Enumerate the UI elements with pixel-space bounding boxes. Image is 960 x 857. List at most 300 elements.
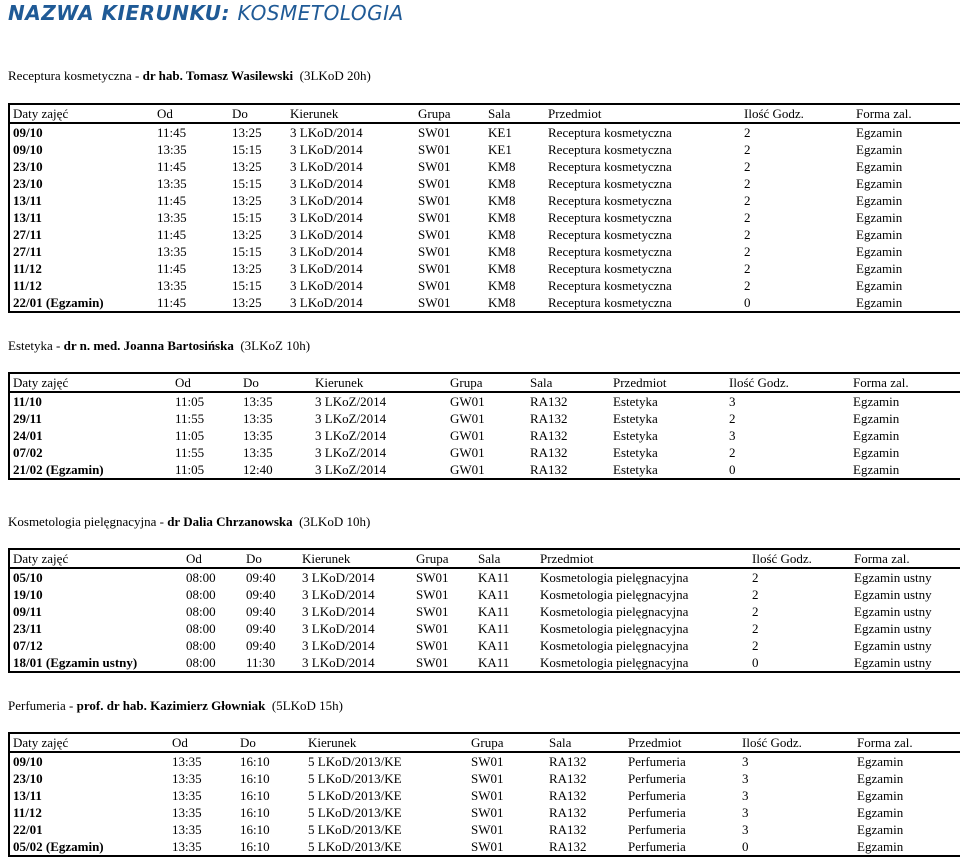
cell-hours: 2 <box>729 410 736 426</box>
cell-to: 13:25 <box>232 158 262 174</box>
cell-room: KM8 <box>488 175 516 191</box>
column-header-subject: Przedmiot <box>625 733 739 752</box>
cell-hours: 2 <box>744 158 751 174</box>
cell-from: 11:45 <box>157 124 187 140</box>
cell-to: 13:25 <box>232 294 262 310</box>
cell-room: KA11 <box>478 637 510 653</box>
cell-subject: Kosmetologia pielęgnacyjna <box>540 620 689 636</box>
cell-group: SW01 <box>418 192 451 208</box>
cell-program: 3 LKoD/2014 <box>302 620 375 636</box>
cell-assessment: Egzamin <box>856 124 903 140</box>
cell-subject: Receptura kosmetyczna <box>548 226 672 242</box>
column-header-hours: Ilość Godz. <box>739 733 854 752</box>
cell-subject: Kosmetologia pielęgnacyjna <box>540 586 689 602</box>
table-row <box>9 603 960 620</box>
table-row <box>9 226 960 243</box>
cell-to: 13:35 <box>243 444 273 460</box>
cell-date: 27/11 <box>13 226 42 242</box>
cell-program: 5 LKoD/2013/KE <box>308 804 402 820</box>
page-title <box>8 2 404 24</box>
cell-subject: Receptura kosmetyczna <box>548 260 672 276</box>
cell-group: SW01 <box>418 277 451 293</box>
cell-from: 13:35 <box>172 787 202 803</box>
cell-group: GW01 <box>450 427 485 443</box>
cell-room: RA132 <box>549 838 587 854</box>
cell-assessment: Egzamin <box>853 427 900 443</box>
column-header-hours: Ilość Godz. <box>749 549 851 568</box>
cell-program: 5 LKoD/2013/KE <box>308 821 402 837</box>
cell-to: 12:40 <box>243 461 273 477</box>
cell-subject: Receptura kosmetyczna <box>548 141 672 157</box>
cell-subject: Perfumeria <box>628 838 686 854</box>
table-row <box>9 568 960 586</box>
cell-hours: 0 <box>752 654 759 670</box>
cell-assessment: Egzamin <box>857 770 904 786</box>
course-name: Perfumeria - <box>8 698 77 713</box>
cell-room: RA132 <box>549 821 587 837</box>
cell-date: 13/11 <box>13 192 42 208</box>
section-caption <box>8 698 960 732</box>
section-receptura <box>8 68 960 313</box>
cell-program: 3 LKoD/2014 <box>290 192 363 208</box>
cell-from: 08:00 <box>186 569 216 585</box>
cell-to: 09:40 <box>246 620 276 636</box>
table-row <box>9 192 960 209</box>
cell-subject: Kosmetologia pielęgnacyjna <box>540 603 689 619</box>
column-header-hours: Ilość Godz. <box>741 104 853 123</box>
cell-from: 11:45 <box>157 158 187 174</box>
cell-assessment: Egzamin ustny <box>854 654 932 670</box>
cell-room: KM8 <box>488 158 516 174</box>
cell-date: 11/12 <box>13 804 42 820</box>
cell-from: 11:55 <box>175 410 205 426</box>
cell-date: 23/11 <box>13 620 42 636</box>
cell-program: 3 LKoD/2014 <box>290 209 363 225</box>
cell-assessment: Egzamin <box>857 804 904 820</box>
cell-hours: 0 <box>744 294 751 310</box>
cell-group: SW01 <box>471 787 504 803</box>
cell-group: SW01 <box>471 804 504 820</box>
cell-from: 13:35 <box>172 770 202 786</box>
cell-subject: Kosmetologia pielęgnacyjna <box>540 569 689 585</box>
cell-subject: Perfumeria <box>628 753 686 769</box>
column-header-date: Daty zajęć <box>9 104 154 123</box>
table-row <box>9 444 960 461</box>
course-hours: (5LKoD 15h) <box>271 698 343 713</box>
column-header-assessment: Forma zal. <box>853 104 960 123</box>
cell-subject: Perfumeria <box>628 770 686 786</box>
column-header-date: Daty zajęć <box>9 549 183 568</box>
cell-to: 16:10 <box>240 838 270 854</box>
cell-to: 13:35 <box>243 410 273 426</box>
cell-date: 07/02 <box>13 444 43 460</box>
section-caption <box>8 514 960 548</box>
cell-program: 3 LKoZ/2014 <box>315 444 387 460</box>
cell-from: 13:35 <box>157 243 187 259</box>
cell-program: 3 LKoD/2014 <box>290 294 363 310</box>
cell-group: SW01 <box>416 654 449 670</box>
cell-assessment: Egzamin <box>856 158 903 174</box>
cell-assessment: Egzamin <box>856 209 903 225</box>
cell-program: 3 LKoD/2014 <box>302 586 375 602</box>
cell-assessment: Egzamin <box>853 410 900 426</box>
cell-subject: Receptura kosmetyczna <box>548 192 672 208</box>
cell-subject: Estetyka <box>613 410 658 426</box>
course-hours: (3LKoD 20h) <box>299 68 371 83</box>
cell-assessment: Egzamin <box>856 243 903 259</box>
section-caption <box>8 68 960 103</box>
cell-date: 23/10 <box>13 175 43 191</box>
cell-group: SW01 <box>418 294 451 310</box>
cell-date: 22/01 (Egzamin) <box>13 294 104 310</box>
cell-group: SW01 <box>416 637 449 653</box>
cell-program: 5 LKoD/2013/KE <box>308 753 402 769</box>
cell-from: 11:45 <box>157 226 187 242</box>
cell-subject: Receptura kosmetyczna <box>548 243 672 259</box>
table-header-row <box>9 373 960 392</box>
cell-hours: 2 <box>744 277 751 293</box>
cell-subject: Perfumeria <box>628 787 686 803</box>
column-header-group: Grupa <box>415 104 485 123</box>
column-header-to: Do <box>229 104 287 123</box>
cell-assessment: Egzamin <box>856 175 903 191</box>
cell-subject: Perfumeria <box>628 804 686 820</box>
column-header-hours: Ilość Godz. <box>726 373 850 392</box>
cell-room: RA132 <box>530 461 568 477</box>
cell-room: RA132 <box>549 753 587 769</box>
cell-group: SW01 <box>418 124 451 140</box>
cell-date: 21/02 (Egzamin) <box>13 461 104 477</box>
cell-program: 3 LKoD/2014 <box>290 243 363 259</box>
cell-assessment: Egzamin <box>856 277 903 293</box>
table-row <box>9 209 960 226</box>
table-row <box>9 392 960 410</box>
cell-to: 15:15 <box>232 175 262 191</box>
cell-subject: Receptura kosmetyczna <box>548 277 672 293</box>
column-header-assessment: Forma zal. <box>854 733 960 752</box>
cell-date: 23/10 <box>13 158 43 174</box>
column-header-program: Kierunek <box>299 549 413 568</box>
cell-to: 09:40 <box>246 637 276 653</box>
cell-room: KM8 <box>488 209 516 225</box>
cell-date: 18/01 (Egzamin ustny) <box>13 654 138 670</box>
cell-room: RA132 <box>549 804 587 820</box>
cell-hours: 3 <box>742 787 749 803</box>
column-header-to: Do <box>240 373 312 392</box>
table-row <box>9 586 960 603</box>
cell-date: 11/12 <box>13 260 42 276</box>
cell-hours: 2 <box>752 603 759 619</box>
cell-date: 11/10 <box>13 393 42 409</box>
cell-to: 13:25 <box>232 192 262 208</box>
table-row <box>9 294 960 312</box>
cell-group: SW01 <box>416 569 449 585</box>
cell-program: 3 LKoD/2014 <box>290 175 363 191</box>
cell-room: KE1 <box>488 124 512 140</box>
cell-subject: Receptura kosmetyczna <box>548 124 672 140</box>
table-row <box>9 427 960 444</box>
cell-date: 09/10 <box>13 141 43 157</box>
cell-group: GW01 <box>450 444 485 460</box>
cell-assessment: Egzamin ustny <box>854 603 932 619</box>
column-header-room: Sala <box>546 733 625 752</box>
cell-to: 16:10 <box>240 770 270 786</box>
cell-to: 13:25 <box>232 124 262 140</box>
cell-date: 09/10 <box>13 124 43 140</box>
schedule-table <box>8 732 960 857</box>
cell-subject: Estetyka <box>613 444 658 460</box>
table-header-row <box>9 733 960 752</box>
cell-group: SW01 <box>416 586 449 602</box>
cell-group: SW01 <box>416 603 449 619</box>
cell-date: 09/10 <box>13 753 43 769</box>
cell-hours: 2 <box>744 226 751 242</box>
column-header-to: Do <box>237 733 305 752</box>
cell-from: 13:35 <box>157 175 187 191</box>
cell-assessment: Egzamin ustny <box>854 569 932 585</box>
cell-program: 3 LKoD/2014 <box>302 637 375 653</box>
lecturer-name: dr n. med. Joanna Bartosińska <box>63 338 234 353</box>
cell-date: 13/11 <box>13 787 42 803</box>
column-header-subject: Przedmiot <box>545 104 741 123</box>
cell-date: 09/11 <box>13 603 42 619</box>
cell-program: 3 LKoD/2014 <box>302 603 375 619</box>
cell-program: 3 LKoZ/2014 <box>315 393 387 409</box>
cell-to: 09:40 <box>246 569 276 585</box>
cell-assessment: Egzamin ustny <box>854 637 932 653</box>
column-header-room: Sala <box>475 549 537 568</box>
cell-group: SW01 <box>471 753 504 769</box>
cell-from: 08:00 <box>186 586 216 602</box>
cell-hours: 2 <box>744 243 751 259</box>
table-row <box>9 804 960 821</box>
course-name: Estetyka - <box>8 338 64 353</box>
cell-from: 13:35 <box>157 141 187 157</box>
cell-room: KE1 <box>488 141 512 157</box>
cell-hours: 0 <box>729 461 736 477</box>
lecturer-name: dr Dalia Chrzanowska <box>167 514 293 529</box>
table-row <box>9 277 960 294</box>
page-title-bold: NAZWA KIERUNKU: <box>8 1 231 25</box>
cell-program: 3 LKoD/2014 <box>290 124 363 140</box>
cell-subject: Receptura kosmetyczna <box>548 158 672 174</box>
cell-group: SW01 <box>416 620 449 636</box>
cell-hours: 2 <box>729 444 736 460</box>
cell-room: RA132 <box>530 393 568 409</box>
cell-room: RA132 <box>530 444 568 460</box>
cell-hours: 2 <box>744 260 751 276</box>
column-header-from: Od <box>183 549 243 568</box>
cell-program: 3 LKoZ/2014 <box>315 461 387 477</box>
cell-to: 13:35 <box>243 427 273 443</box>
column-header-date: Daty zajęć <box>9 733 169 752</box>
cell-hours: 2 <box>752 586 759 602</box>
section-perfumeria <box>8 698 960 857</box>
cell-assessment: Egzamin ustny <box>854 586 932 602</box>
cell-room: KM8 <box>488 277 516 293</box>
table-row <box>9 123 960 141</box>
cell-from: 13:35 <box>157 209 187 225</box>
cell-room: KM8 <box>488 243 516 259</box>
cell-from: 13:35 <box>172 821 202 837</box>
schedule-table <box>8 372 960 480</box>
cell-subject: Kosmetologia pielęgnacyjna <box>540 637 689 653</box>
cell-assessment: Egzamin <box>857 753 904 769</box>
cell-to: 16:10 <box>240 787 270 803</box>
cell-group: SW01 <box>418 226 451 242</box>
column-header-group: Grupa <box>468 733 546 752</box>
cell-to: 13:25 <box>232 260 262 276</box>
cell-room: KA11 <box>478 586 510 602</box>
table-row <box>9 461 960 479</box>
column-header-program: Kierunek <box>305 733 468 752</box>
cell-from: 11:55 <box>175 444 205 460</box>
column-header-group: Grupa <box>413 549 475 568</box>
cell-to: 13:35 <box>243 393 273 409</box>
cell-from: 11:45 <box>157 192 187 208</box>
cell-program: 5 LKoD/2013/KE <box>308 838 402 854</box>
cell-hours: 2 <box>744 141 751 157</box>
cell-room: KA11 <box>478 569 510 585</box>
table-row <box>9 821 960 838</box>
cell-subject: Receptura kosmetyczna <box>548 175 672 191</box>
course-name: Receptura kosmetyczna - <box>8 68 143 83</box>
lecturer-name: prof. dr hab. Kazimierz Głowniak <box>76 698 266 713</box>
column-header-subject: Przedmiot <box>537 549 749 568</box>
section-caption <box>8 338 960 372</box>
cell-room: KA11 <box>478 654 510 670</box>
course-name: Kosmetologia pielęgnacyjna - <box>8 514 168 529</box>
column-header-from: Od <box>172 373 240 392</box>
section-estetyka <box>8 338 960 480</box>
course-hours: (3LKoD 10h) <box>299 514 371 529</box>
cell-room: KM8 <box>488 260 516 276</box>
cell-group: SW01 <box>471 770 504 786</box>
cell-subject: Estetyka <box>613 393 658 409</box>
cell-assessment: Egzamin <box>857 787 904 803</box>
cell-subject: Estetyka <box>613 461 658 477</box>
cell-hours: 2 <box>752 637 759 653</box>
cell-program: 3 LKoD/2014 <box>290 226 363 242</box>
column-header-to: Do <box>243 549 299 568</box>
table-row <box>9 838 960 856</box>
cell-subject: Kosmetologia pielęgnacyjna <box>540 654 689 670</box>
cell-subject: Receptura kosmetyczna <box>548 294 672 310</box>
cell-date: 29/11 <box>13 410 42 426</box>
column-header-program: Kierunek <box>287 104 415 123</box>
cell-hours: 2 <box>752 569 759 585</box>
column-header-assessment: Forma zal. <box>850 373 960 392</box>
course-hours: (3LKoZ 10h) <box>240 338 311 353</box>
cell-assessment: Egzamin <box>856 294 903 310</box>
cell-room: RA132 <box>549 770 587 786</box>
cell-group: GW01 <box>450 393 485 409</box>
cell-hours: 0 <box>742 838 749 854</box>
cell-program: 3 LKoD/2014 <box>290 158 363 174</box>
cell-from: 11:05 <box>175 427 205 443</box>
cell-subject: Estetyka <box>613 427 658 443</box>
cell-hours: 2 <box>744 209 751 225</box>
column-header-from: Od <box>154 104 229 123</box>
table-row <box>9 260 960 277</box>
cell-to: 15:15 <box>232 243 262 259</box>
table-header-row <box>9 549 960 568</box>
cell-date: 05/02 (Egzamin) <box>13 838 104 854</box>
table-row <box>9 654 960 672</box>
cell-hours: 3 <box>742 770 749 786</box>
cell-room: KA11 <box>478 603 510 619</box>
cell-group: GW01 <box>450 461 485 477</box>
cell-program: 3 LKoD/2014 <box>290 141 363 157</box>
cell-assessment: Egzamin ustny <box>854 620 932 636</box>
cell-from: 11:45 <box>157 294 187 310</box>
cell-to: 16:10 <box>240 821 270 837</box>
cell-assessment: Egzamin <box>856 260 903 276</box>
cell-room: RA132 <box>549 787 587 803</box>
cell-assessment: Egzamin <box>856 192 903 208</box>
table-row <box>9 243 960 260</box>
column-header-subject: Przedmiot <box>610 373 726 392</box>
cell-hours: 2 <box>752 620 759 636</box>
cell-to: 15:15 <box>232 277 262 293</box>
cell-hours: 2 <box>744 124 751 140</box>
cell-from: 08:00 <box>186 637 216 653</box>
section-kosmetologia <box>8 514 960 673</box>
column-header-room: Sala <box>485 104 545 123</box>
cell-from: 08:00 <box>186 620 216 636</box>
cell-hours: 3 <box>729 393 736 409</box>
schedule-table <box>8 103 960 313</box>
table-row <box>9 175 960 192</box>
cell-date: 11/12 <box>13 277 42 293</box>
cell-date: 07/12 <box>13 637 43 653</box>
cell-room: KM8 <box>488 226 516 242</box>
column-header-date: Daty zajęć <box>9 373 172 392</box>
cell-date: 13/11 <box>13 209 42 225</box>
cell-date: 05/10 <box>13 569 43 585</box>
cell-from: 08:00 <box>186 603 216 619</box>
cell-date: 19/10 <box>13 586 43 602</box>
table-row <box>9 141 960 158</box>
column-header-room: Sala <box>527 373 610 392</box>
cell-assessment: Egzamin <box>853 461 900 477</box>
cell-group: SW01 <box>418 158 451 174</box>
cell-program: 3 LKoZ/2014 <box>315 427 387 443</box>
cell-from: 08:00 <box>186 654 216 670</box>
cell-room: KM8 <box>488 192 516 208</box>
cell-subject: Perfumeria <box>628 821 686 837</box>
cell-date: 22/01 <box>13 821 43 837</box>
table-row <box>9 752 960 770</box>
lecturer-name: dr hab. Tomasz Wasilewski <box>142 68 294 83</box>
cell-to: 09:40 <box>246 603 276 619</box>
cell-from: 13:35 <box>157 277 187 293</box>
cell-program: 5 LKoD/2013/KE <box>308 770 402 786</box>
table-row <box>9 410 960 427</box>
cell-program: 3 LKoD/2014 <box>290 277 363 293</box>
cell-from: 11:05 <box>175 393 205 409</box>
cell-assessment: Egzamin <box>853 393 900 409</box>
table-row <box>9 637 960 654</box>
cell-group: SW01 <box>471 838 504 854</box>
cell-group: GW01 <box>450 410 485 426</box>
cell-program: 5 LKoD/2013/KE <box>308 787 402 803</box>
cell-from: 13:35 <box>172 838 202 854</box>
cell-program: 3 LKoD/2014 <box>302 654 375 670</box>
column-header-program: Kierunek <box>312 373 447 392</box>
cell-program: 3 LKoD/2014 <box>302 569 375 585</box>
cell-hours: 2 <box>744 175 751 191</box>
